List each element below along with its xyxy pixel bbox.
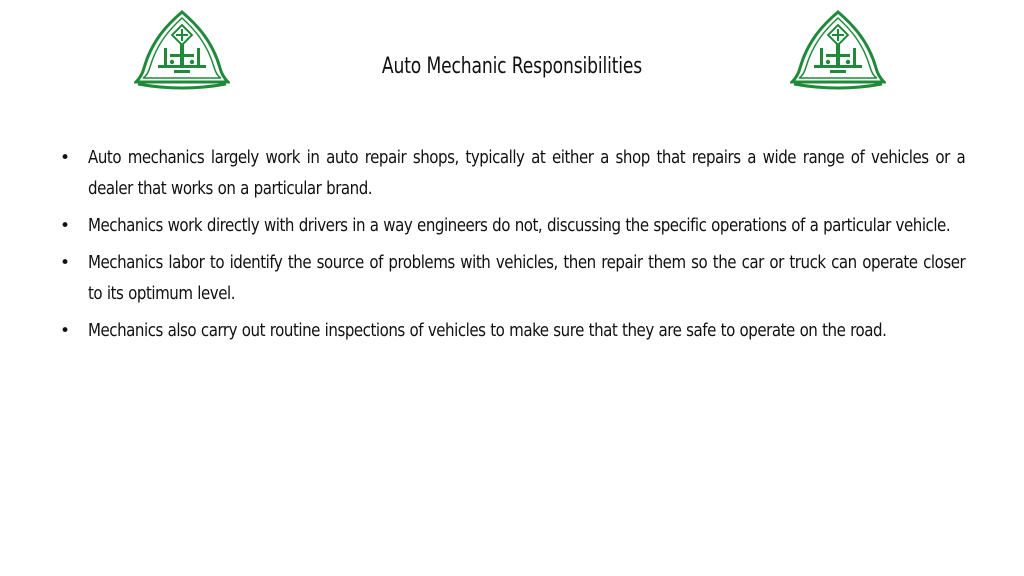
- bullet-dot: •: [60, 216, 71, 236]
- bullet-dot: •: [60, 148, 71, 168]
- slide-title: Auto Mechanic Responsibilities: [381, 54, 643, 79]
- bullet-item: [60, 143, 965, 205]
- bullet-text: Mechanics work directly with drivers in a way engineers do not, discussing the specific operations of a particular vehicle.: [88, 216, 951, 236]
- bullet-dot: •: [60, 253, 71, 273]
- bullet-item: [60, 211, 965, 242]
- bullet-text: Mechanics also carry out routine inspections of vehicles to make sure that they are safe to operate on the road.: [88, 321, 887, 341]
- bullet-item: [60, 316, 965, 347]
- bullet-list: [60, 143, 965, 353]
- bullet-text: Auto mechanics largely work in auto repair shops, typically at either a shop that repairs a wide range of vehicles or a dealer that works on a particular brand.: [88, 148, 966, 199]
- bullet-text: Mechanics labor to identify the source of problems with vehicles, then repair them so the car or truck can operate closer to its optimum level.: [88, 253, 966, 304]
- bullet-item: [60, 248, 965, 310]
- bullet-dot: •: [60, 321, 71, 341]
